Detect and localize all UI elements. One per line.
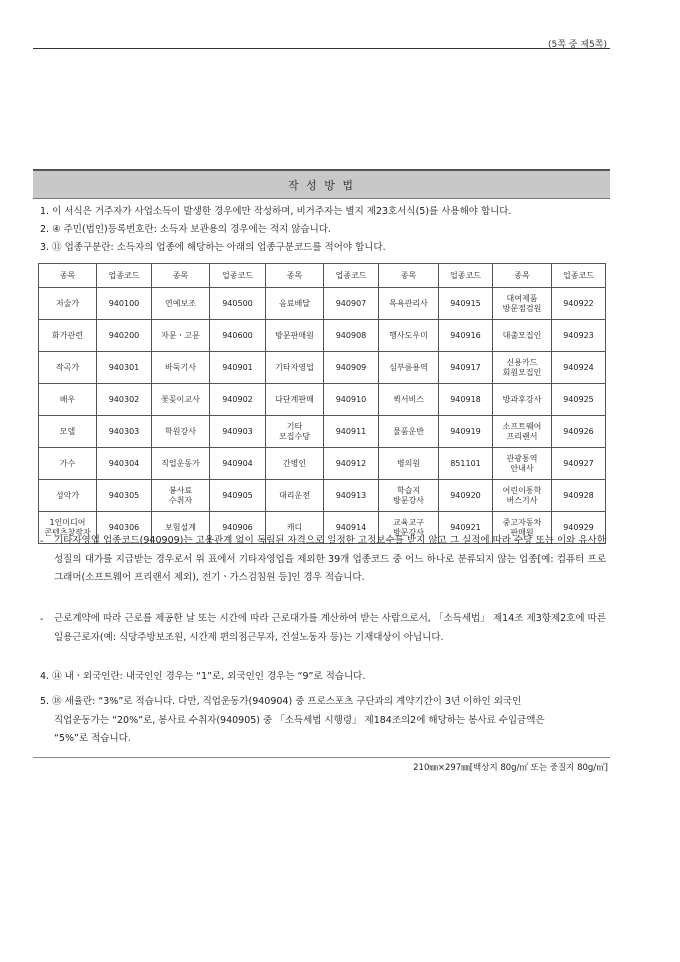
item-name-cell bbox=[266, 320, 324, 352]
business-code: 940915 bbox=[450, 298, 481, 308]
item-name: 다단계판매 bbox=[275, 394, 314, 404]
item-name: 자문ㆍ고문 bbox=[161, 330, 200, 340]
business-code: 940907 bbox=[335, 298, 367, 308]
header-code: 업종코드 bbox=[324, 264, 379, 288]
item-name: 연예보조 bbox=[165, 298, 196, 308]
item-name: 가수 bbox=[59, 458, 76, 468]
business-code: 940304 bbox=[108, 458, 140, 468]
business-code-cell bbox=[324, 416, 379, 448]
business-code-cell bbox=[324, 480, 379, 512]
item-name: 관광통역 안내사 bbox=[506, 453, 538, 473]
item-name: 성악가 bbox=[55, 490, 80, 500]
business-code: 940927 bbox=[563, 458, 594, 468]
note-bullet-2: - bbox=[40, 614, 44, 625]
item-name-cell bbox=[266, 384, 324, 416]
item-name: 교육교구 방문강사 bbox=[393, 517, 424, 537]
header-code: 업종코드 bbox=[97, 264, 152, 288]
business-code: 940301 bbox=[108, 362, 140, 372]
item-name-cell bbox=[39, 288, 97, 320]
table-row bbox=[39, 480, 606, 512]
business-code: 940925 bbox=[563, 394, 594, 404]
bottom-divider bbox=[33, 757, 610, 758]
item-name: 대리운전 bbox=[279, 490, 310, 500]
header-item: 종목 bbox=[379, 264, 439, 288]
item-name: 화가관련 bbox=[52, 330, 83, 340]
business-code: 940911 bbox=[335, 426, 367, 436]
instruction-5-cont-2: “5%”로 적습니다. bbox=[54, 733, 131, 744]
business-code-cell bbox=[97, 448, 152, 480]
item-name-cell bbox=[39, 448, 97, 480]
instruction-5 bbox=[40, 693, 606, 749]
item-name: 퀵서비스 bbox=[393, 394, 424, 404]
item-name: 봉사료 수취자 bbox=[168, 485, 193, 505]
item-name: 1인미디어 콘텐츠창작자 bbox=[44, 517, 91, 537]
item-name-cell bbox=[493, 352, 552, 384]
item-name-cell bbox=[493, 288, 552, 320]
business-code-table bbox=[38, 263, 606, 544]
business-code: 940913 bbox=[335, 490, 367, 500]
header-item: 종목 bbox=[493, 264, 552, 288]
item-name: 어린이통학 버스기사 bbox=[502, 485, 542, 505]
business-code-cell bbox=[324, 320, 379, 352]
item-name-cell bbox=[493, 416, 552, 448]
business-code: 940923 bbox=[563, 330, 594, 340]
business-code: 940901 bbox=[222, 362, 253, 372]
item-name: 물품운반 bbox=[393, 426, 424, 436]
item-name-cell bbox=[152, 352, 210, 384]
item-name: 바둑기사 bbox=[165, 362, 196, 372]
item-name: 대여제품 방문점검원 bbox=[502, 293, 542, 313]
business-code: 940908 bbox=[335, 330, 367, 340]
item-name-cell bbox=[266, 288, 324, 320]
item-name: 음료배달 bbox=[279, 298, 310, 308]
header-code: 업종코드 bbox=[210, 264, 266, 288]
note-daily-worker: 근로계약에 따라 근로를 제공한 날 또는 시간에 따라 근로대가를 계산하여 받는 사람으로서, 「소득세법」 제14조 제3항제2호에 따른 일용근로자(예: 식당주방보조원, 시간제 편의점근무자, 건설노동자 등)는 기재대상이 아닙니다. bbox=[54, 613, 606, 643]
item-name-cell bbox=[266, 352, 324, 384]
business-code-cell bbox=[324, 352, 379, 384]
header-code: 업종코드 bbox=[439, 264, 493, 288]
item-name: 캐디 bbox=[286, 522, 303, 532]
item-name: 기타 모집수당 bbox=[279, 421, 310, 441]
business-code: 940306 bbox=[108, 522, 140, 532]
business-code: 940924 bbox=[563, 362, 594, 372]
business-code-cell bbox=[210, 448, 266, 480]
header-item: 종목 bbox=[39, 264, 97, 288]
business-code-cell bbox=[97, 288, 152, 320]
business-code-cell bbox=[552, 416, 606, 448]
instruction-2: 2. ④ 주민(법인)등록번호란: 소득자 보관용의 경우에는 적지 않습니다. bbox=[40, 224, 331, 235]
item-name: 중고자동차 판매원 bbox=[502, 517, 542, 537]
business-code: 940903 bbox=[222, 426, 253, 436]
item-name: 학습지 방문강사 bbox=[393, 485, 424, 505]
item-name: 꽃꽂이교사 bbox=[161, 394, 200, 404]
business-code: 940929 bbox=[563, 522, 594, 532]
item-name-cell bbox=[39, 480, 97, 512]
business-code: 940922 bbox=[563, 298, 594, 308]
item-name: 소프트웨어 프리랜서 bbox=[502, 421, 542, 441]
item-name: 목욕관리사 bbox=[389, 298, 428, 308]
item-name: 방과후강사 bbox=[502, 394, 542, 404]
table-row bbox=[39, 288, 606, 320]
item-name-cell bbox=[152, 480, 210, 512]
item-name: 작곡가 bbox=[55, 362, 80, 372]
business-code-cell bbox=[439, 416, 493, 448]
item-name: 대출모집인 bbox=[502, 330, 542, 340]
business-code-cell bbox=[439, 288, 493, 320]
header-item: 종목 bbox=[266, 264, 324, 288]
business-code-cell bbox=[552, 288, 606, 320]
business-code-cell bbox=[97, 352, 152, 384]
business-code-cell bbox=[210, 480, 266, 512]
item-name-cell bbox=[152, 320, 210, 352]
table-row bbox=[39, 320, 606, 352]
item-name-cell bbox=[379, 352, 439, 384]
item-name-cell bbox=[493, 480, 552, 512]
item-name-cell bbox=[39, 384, 97, 416]
instruction-4-line: 4. ⑭ 내ㆍ외국인란: 내국인인 경우는 “1”로, 외국인인 경우는 “9”로 적습니다. bbox=[40, 671, 366, 682]
business-code-cell bbox=[97, 384, 152, 416]
item-name-cell bbox=[152, 448, 210, 480]
business-code-cell bbox=[439, 320, 493, 352]
business-code-cell bbox=[324, 448, 379, 480]
paper-spec: 210㎜×297㎜[백상지 80g/㎡ 또는 중질지 80g/㎡] bbox=[413, 763, 608, 773]
business-code-cell bbox=[552, 384, 606, 416]
instruction-3: 3. ⑪ 업종구분란: 소득자의 업종에 해당하는 아래의 업종구분코드를 적어야 합니다. bbox=[40, 242, 386, 253]
page-number: (5쪽 중 제5쪽) bbox=[548, 40, 607, 50]
item-name: 병의원 bbox=[396, 458, 421, 468]
table-header-row bbox=[39, 264, 606, 288]
business-code-cell bbox=[210, 416, 266, 448]
business-code-cell bbox=[439, 480, 493, 512]
business-code-cell bbox=[439, 384, 493, 416]
item-name-cell bbox=[266, 448, 324, 480]
business-code: 940919 bbox=[450, 426, 481, 436]
business-code: 940200 bbox=[108, 330, 140, 340]
business-code: 940905 bbox=[222, 490, 253, 500]
section-title: 작 성 방 법 bbox=[33, 169, 610, 199]
item-name-cell bbox=[152, 416, 210, 448]
business-code-cell bbox=[210, 352, 266, 384]
item-name-cell bbox=[493, 320, 552, 352]
item-name-cell bbox=[379, 384, 439, 416]
table-row bbox=[39, 448, 606, 480]
item-name-cell bbox=[493, 448, 552, 480]
business-code-cell bbox=[552, 320, 606, 352]
business-code-cell bbox=[97, 320, 152, 352]
item-name-cell bbox=[493, 384, 552, 416]
business-code-cell bbox=[552, 480, 606, 512]
item-name: 간병인 bbox=[282, 458, 307, 468]
item-name: 저술가 bbox=[55, 298, 80, 308]
business-code-cell bbox=[324, 288, 379, 320]
instruction-5-line: 5. ⑱ 세율란: “3%”로 적습니다. 다만, 직업운동가(940904) 중 프로스포츠 구단과의 계약기간이 3년 이하인 외국인 bbox=[40, 696, 522, 707]
item-name: 보험설계 bbox=[165, 522, 196, 532]
business-code-cell bbox=[439, 352, 493, 384]
top-divider bbox=[33, 48, 610, 49]
note-bullet-1: - bbox=[40, 536, 44, 547]
business-code: 940302 bbox=[108, 394, 140, 404]
business-code-cell bbox=[210, 320, 266, 352]
item-name-cell bbox=[39, 320, 97, 352]
item-name-cell bbox=[266, 480, 324, 512]
instruction-4 bbox=[40, 668, 606, 687]
business-code: 940921 bbox=[450, 522, 481, 532]
business-code: 940906 bbox=[222, 522, 253, 532]
item-name: 기타자영업 bbox=[275, 362, 314, 372]
business-code-cell bbox=[439, 448, 493, 480]
business-code: 940909 bbox=[335, 362, 367, 372]
item-name: 방문판매원 bbox=[275, 330, 314, 340]
business-code: 940100 bbox=[108, 298, 140, 308]
item-name: 모델 bbox=[59, 426, 76, 436]
item-name: 심부름용역 bbox=[389, 362, 428, 372]
business-code: 940500 bbox=[222, 298, 253, 308]
business-code: 940926 bbox=[563, 426, 594, 436]
business-code: 940928 bbox=[563, 490, 594, 500]
table-row bbox=[39, 352, 606, 384]
business-code: 940916 bbox=[450, 330, 481, 340]
item-name-cell bbox=[379, 480, 439, 512]
item-name-cell bbox=[379, 448, 439, 480]
business-code: 940904 bbox=[222, 458, 253, 468]
item-name: 배우 bbox=[59, 394, 76, 404]
item-name-cell bbox=[379, 416, 439, 448]
header-code: 업종코드 bbox=[552, 264, 606, 288]
instruction-1: 1. 이 서식은 거주자가 사업소득이 발생한 경우에만 작성하며, 비거주자는 별지 제23호서식(5)를 사용해야 합니다. bbox=[40, 206, 512, 217]
business-code: 851101 bbox=[450, 458, 481, 468]
header-item: 종목 bbox=[152, 264, 210, 288]
business-code-cell bbox=[324, 384, 379, 416]
item-name: 행사도우미 bbox=[389, 330, 428, 340]
business-code: 940918 bbox=[450, 394, 481, 404]
business-code: 940917 bbox=[450, 362, 481, 372]
item-name-cell bbox=[379, 288, 439, 320]
business-code: 940902 bbox=[222, 394, 253, 404]
item-name-cell bbox=[39, 416, 97, 448]
item-name-cell bbox=[152, 384, 210, 416]
item-name-cell bbox=[266, 416, 324, 448]
table-row bbox=[39, 384, 606, 416]
business-code: 940910 bbox=[335, 394, 367, 404]
item-name: 신용카드 회원모집인 bbox=[502, 357, 542, 377]
item-name: 학원강사 bbox=[165, 426, 196, 436]
business-code-cell bbox=[552, 352, 606, 384]
business-code: 940912 bbox=[335, 458, 367, 468]
business-code: 940914 bbox=[335, 522, 367, 532]
business-code: 940600 bbox=[222, 330, 253, 340]
item-name-cell bbox=[152, 288, 210, 320]
item-name-cell bbox=[379, 320, 439, 352]
business-code-cell bbox=[97, 416, 152, 448]
instruction-5-cont-1: 직업운동가는 “20%”로, 봉사료 수취자(940905) 중 「소득세법 시행령」 제184조의2에 해당하는 봉사료 수입금액은 bbox=[54, 714, 545, 726]
business-code-cell bbox=[210, 288, 266, 320]
business-code: 940303 bbox=[108, 426, 140, 436]
table-row bbox=[39, 416, 606, 448]
item-name: 직업운동가 bbox=[161, 458, 200, 468]
business-code-cell bbox=[552, 448, 606, 480]
item-name-cell bbox=[39, 352, 97, 384]
note-other-business: 기타자영업 업종코드(940909)는 고용관계 없이 독립된 자격으로 일정한 고정보수를 받지 않고 그 실적에 따라 수당 또는 이와 유사한 성질의 대가를 지급받는 경우로서 위 표에서 기타자영업을 제외한 39개 업종코드 중 어느 하나로 분류되지 않는 업종[예: 컴퓨터 프로그래머(소프트웨어 프리랜서 제외), 전기ㆍ가스검침원 등]인 경우 적습니다. bbox=[54, 535, 606, 583]
business-code: 940305 bbox=[108, 490, 140, 500]
business-code: 940920 bbox=[450, 490, 481, 500]
business-code-cell bbox=[210, 384, 266, 416]
business-code-cell bbox=[97, 480, 152, 512]
